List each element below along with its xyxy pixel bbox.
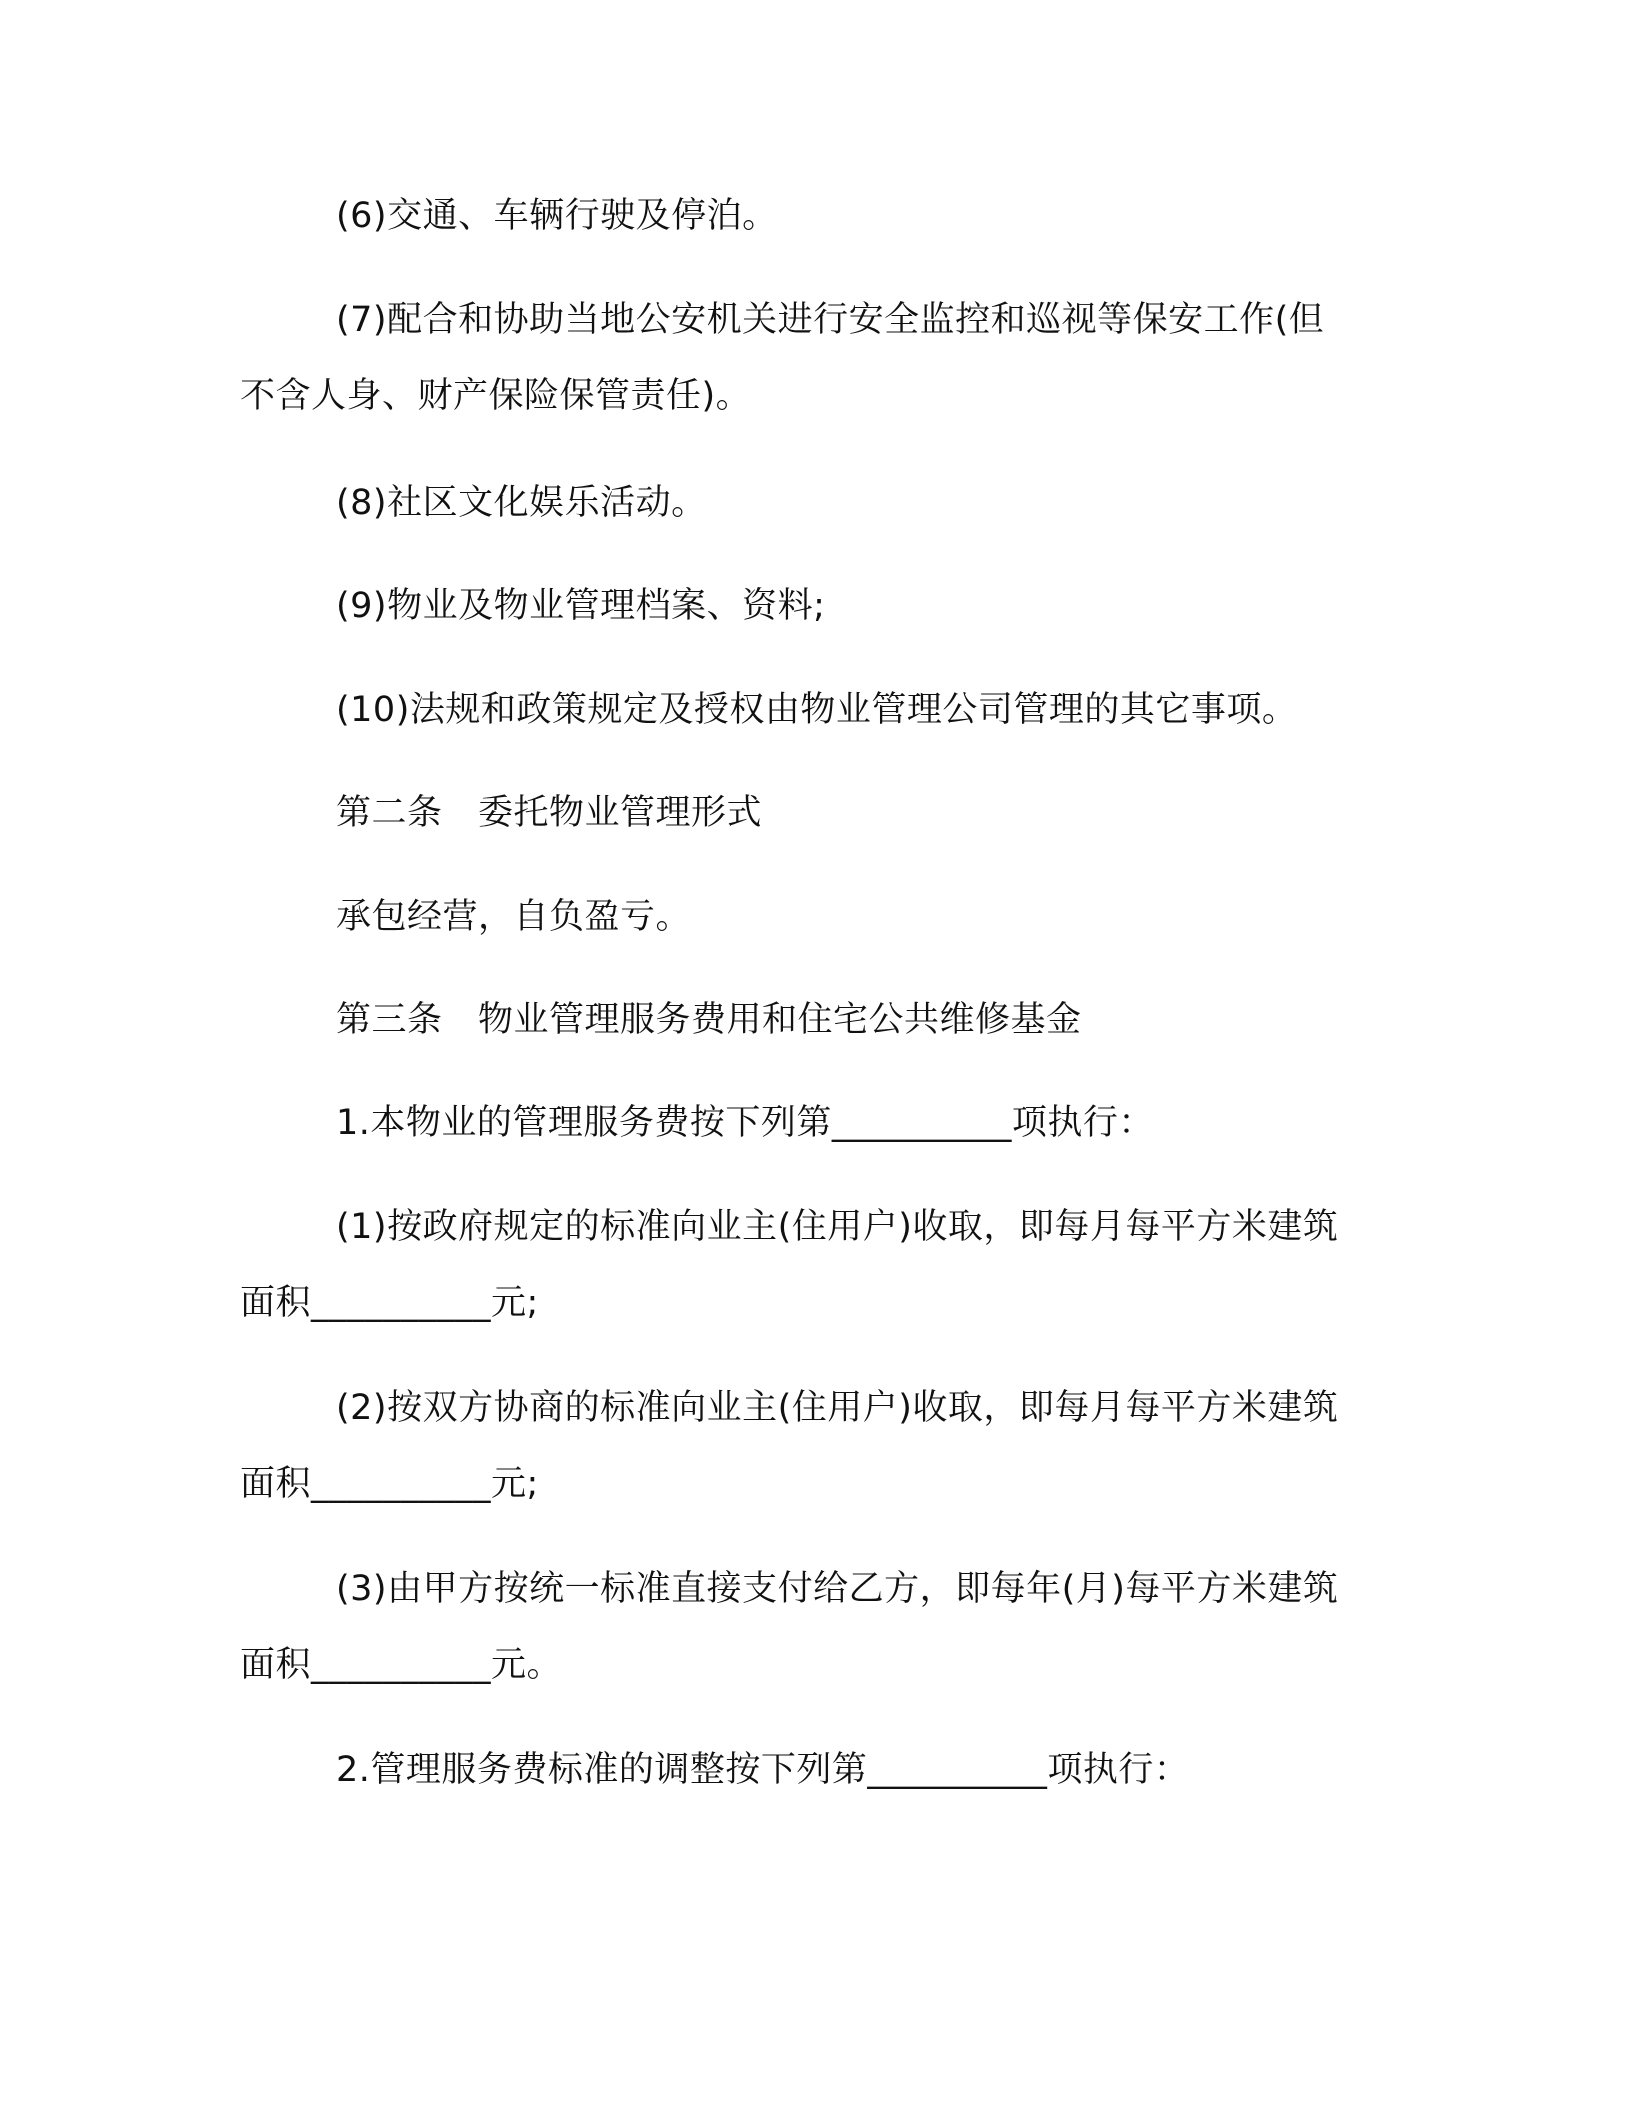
clause-1-option-1-line-1: (1)按政府规定的标准向业主(住用户)收取，即每月每平方米建筑 <box>336 1207 1339 1247</box>
clause-1-option-3-line-1: (3)由甲方按统一标准直接支付给乙方，即每年(月)每平方米建筑 <box>336 1569 1339 1609</box>
clause-2: 2.管理服务费标准的调整按下列第__________项执行： <box>336 1750 1190 1790</box>
clause-1-option-2-line-2: 面积__________元; <box>240 1464 539 1504</box>
article-2-body: 承包经营，自负盈亏。 <box>336 897 692 937</box>
paragraph-item-7-line-2: 不含人身、财产保险保管责任)。 <box>240 376 752 416</box>
clause-1-option-2-line-1: (2)按双方协商的标准向业主(住用户)收取，即每月每平方米建筑 <box>336 1388 1339 1428</box>
paragraph-item-10: (10)法规和政策规定及授权由物业管理公司管理的其它事项。 <box>336 690 1298 730</box>
article-2-heading: 第二条 委托物业管理形式 <box>336 793 763 833</box>
paragraph-item-7-line-1: (7)配合和协助当地公安机关进行安全监控和巡视等保安工作(但 <box>336 300 1325 340</box>
paragraph-item-6: (6)交通、车辆行驶及停泊。 <box>336 196 778 236</box>
clause-1-option-3-line-2: 面积__________元。 <box>240 1645 563 1685</box>
paragraph-item-9: (9)物业及物业管理档案、资料; <box>336 586 826 626</box>
article-3-heading: 第三条 物业管理服务费用和住宅公共维修基金 <box>336 1000 1082 1040</box>
clause-1: 1.本物业的管理服务费按下列第__________项执行： <box>336 1103 1154 1143</box>
paragraph-item-8: (8)社区文化娱乐活动。 <box>336 483 707 523</box>
clause-1-option-1-line-2: 面积__________元; <box>240 1283 539 1323</box>
